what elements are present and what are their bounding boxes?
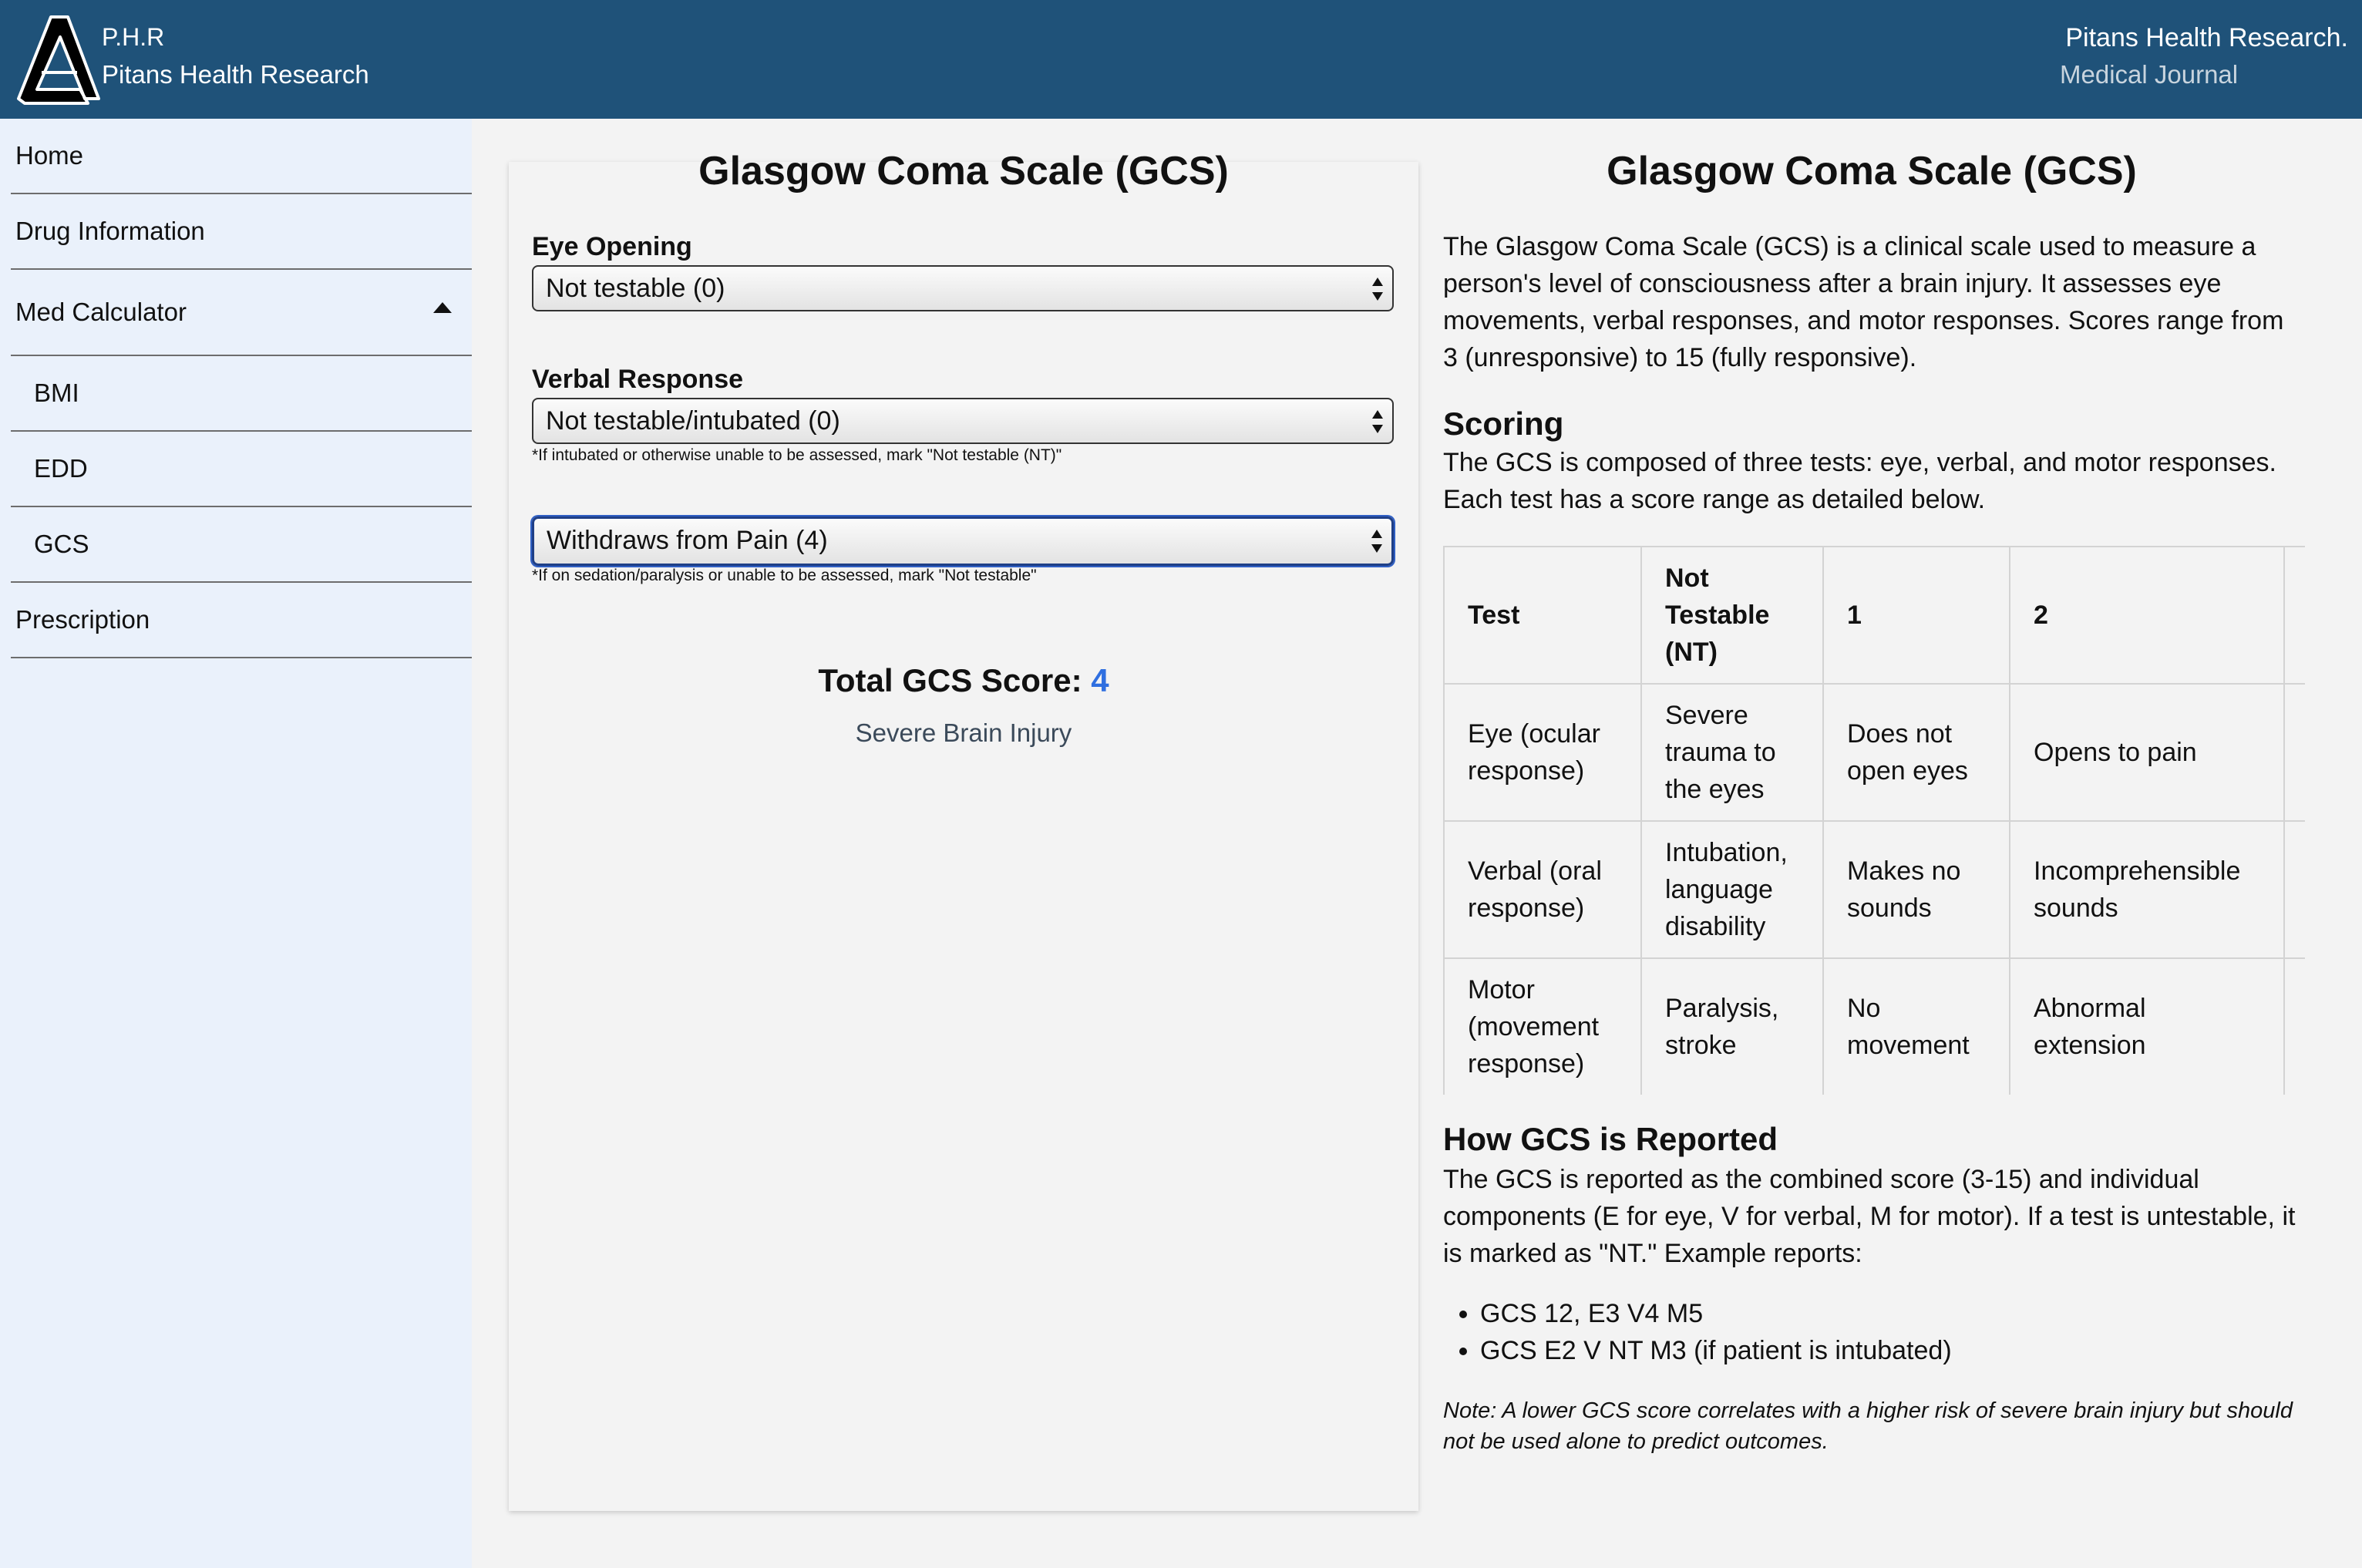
table-cell-overflow bbox=[2284, 958, 2305, 1095]
journal-subtitle: Medical Journal bbox=[2060, 60, 2239, 89]
table-header-cell: 2 bbox=[2010, 547, 2284, 684]
eye-opening-value: Not testable (0) bbox=[546, 274, 725, 303]
top-header bbox=[0, 0, 2362, 119]
table-header-cell: 1 bbox=[1823, 547, 2010, 684]
table-cell: Motor (movement response) bbox=[1444, 958, 1641, 1095]
table-cell: Verbal (oral response) bbox=[1444, 821, 1641, 958]
sidebar-item-label: Drug Information bbox=[15, 217, 205, 245]
total-score-value: 4 bbox=[1091, 662, 1109, 698]
caret-up-icon bbox=[433, 302, 452, 313]
scoring-heading: Scoring bbox=[1443, 405, 1564, 442]
verbal-response-value: Not testable/intubated (0) bbox=[546, 406, 840, 436]
sidebar-item-med-calculator[interactable] bbox=[11, 270, 472, 356]
table-cell: Opens to pain bbox=[2010, 684, 2284, 821]
calculator-title: Glasgow Coma Scale (GCS) bbox=[698, 149, 1229, 193]
table-row bbox=[1444, 958, 2305, 1095]
table-cell-overflow bbox=[2284, 684, 2305, 821]
table-row bbox=[1444, 684, 2305, 821]
eye-opening-select[interactable] bbox=[532, 265, 1394, 311]
list-item: • GCS E2 V NT M3 (if patient is intubated) bbox=[1480, 1332, 1952, 1369]
reported-heading: How GCS is Reported bbox=[1443, 1121, 1778, 1157]
verbal-hint: *If intubated or otherwise unable to be assessed, mark "Not testable (NT)" bbox=[532, 446, 1062, 464]
select-arrows-icon bbox=[1372, 278, 1383, 301]
table-cell: Incomprehensible sounds bbox=[2010, 821, 2284, 958]
table-cell: Severe trauma to the eyes bbox=[1641, 684, 1823, 821]
table-header-cell-overflow bbox=[2284, 547, 2305, 684]
select-arrows-icon bbox=[1371, 530, 1382, 553]
motor-hint: *If on sedation/paralysis or unable to be assessed, mark "Not testable" bbox=[532, 567, 1037, 584]
sidebar-item-prescription[interactable] bbox=[11, 583, 472, 658]
example-list bbox=[1480, 1295, 1952, 1369]
select-arrows-icon bbox=[1372, 410, 1383, 433]
letter-a-logo-icon[interactable] bbox=[14, 12, 105, 106]
info-title: Glasgow Coma Scale (GCS) bbox=[1607, 149, 2137, 193]
eye-opening-label: Eye Opening bbox=[532, 232, 692, 261]
scoring-paragraph: The GCS is composed of three tests: eye, verbal, and motor responses. Each test has a score range as detailed below. bbox=[1443, 448, 2276, 514]
journal-title: Pitans Health Research. bbox=[2065, 23, 2348, 52]
severity-label: Severe Brain Injury bbox=[855, 718, 1072, 747]
table-cell: No movement bbox=[1823, 958, 2010, 1095]
verbal-response-label: Verbal Response bbox=[532, 365, 744, 394]
sidebar-item-home[interactable] bbox=[11, 119, 472, 194]
sidebar-item-gcs[interactable] bbox=[11, 507, 472, 583]
total-score-label: Total GCS Score: bbox=[818, 662, 1092, 698]
total-gcs-score bbox=[509, 661, 1418, 700]
table-header-cell: Test bbox=[1444, 547, 1641, 684]
reported-paragraph: The GCS is reported as the combined score (3-15) and individual components (E for eye, V for verbal, M for motor). If a test is untestable, it is marked as "NT." Example reports: bbox=[1443, 1165, 2296, 1268]
sidebar-item-drug-information[interactable] bbox=[11, 194, 472, 270]
table-header-cell: Not Testable (NT) bbox=[1641, 547, 1823, 684]
sidebar-item-label: EDD bbox=[34, 454, 88, 483]
table-cell: Does not open eyes bbox=[1823, 684, 2010, 821]
sidebar-item-bmi[interactable] bbox=[11, 356, 472, 432]
sidebar-item-edd[interactable] bbox=[11, 432, 472, 507]
outcome-note: Note: A lower GCS score correlates with a higher risk of severe brain injury but should not be used alone to predict outcomes. bbox=[1443, 1398, 2293, 1454]
brand-abbreviation: P.H.R bbox=[102, 23, 165, 51]
sidebar-item-label: Med Calculator bbox=[15, 298, 187, 326]
motor-response-value: Withdraws from Pain (4) bbox=[547, 526, 828, 555]
sidebar-item-label: Prescription bbox=[15, 605, 150, 634]
intro-paragraph: The Glasgow Coma Scale (GCS) is a clinical scale used to measure a person's level of consciousness after a brain injury. It assesses eye movements, verbal responses, and motor responses. Scores range from 3 (unresponsive) to 15 (fully responsive). bbox=[1443, 232, 2284, 372]
table-cell: Makes no sounds bbox=[1823, 821, 2010, 958]
scoring-table bbox=[1443, 546, 2305, 1095]
table-row bbox=[1444, 821, 2305, 958]
list-item: • GCS 12, E3 V4 M5 bbox=[1480, 1295, 1952, 1332]
brand-name: Pitans Health Research bbox=[102, 60, 369, 89]
motor-response-select[interactable] bbox=[532, 516, 1394, 566]
table-header-row bbox=[1444, 547, 2305, 684]
sidebar-item-label: BMI bbox=[34, 379, 79, 407]
table-cell: Intubation, language disability bbox=[1641, 821, 1823, 958]
sidebar-item-label: GCS bbox=[34, 530, 89, 558]
sidebar-item-label: Home bbox=[15, 141, 84, 170]
sidebar bbox=[0, 119, 472, 1568]
table-cell: Paralysis, stroke bbox=[1641, 958, 1823, 1095]
table-cell: Abnormal extension bbox=[2010, 958, 2284, 1095]
table-cell: Eye (ocular response) bbox=[1444, 684, 1641, 821]
table-cell-overflow bbox=[2284, 821, 2305, 958]
verbal-response-select[interactable] bbox=[532, 398, 1394, 444]
